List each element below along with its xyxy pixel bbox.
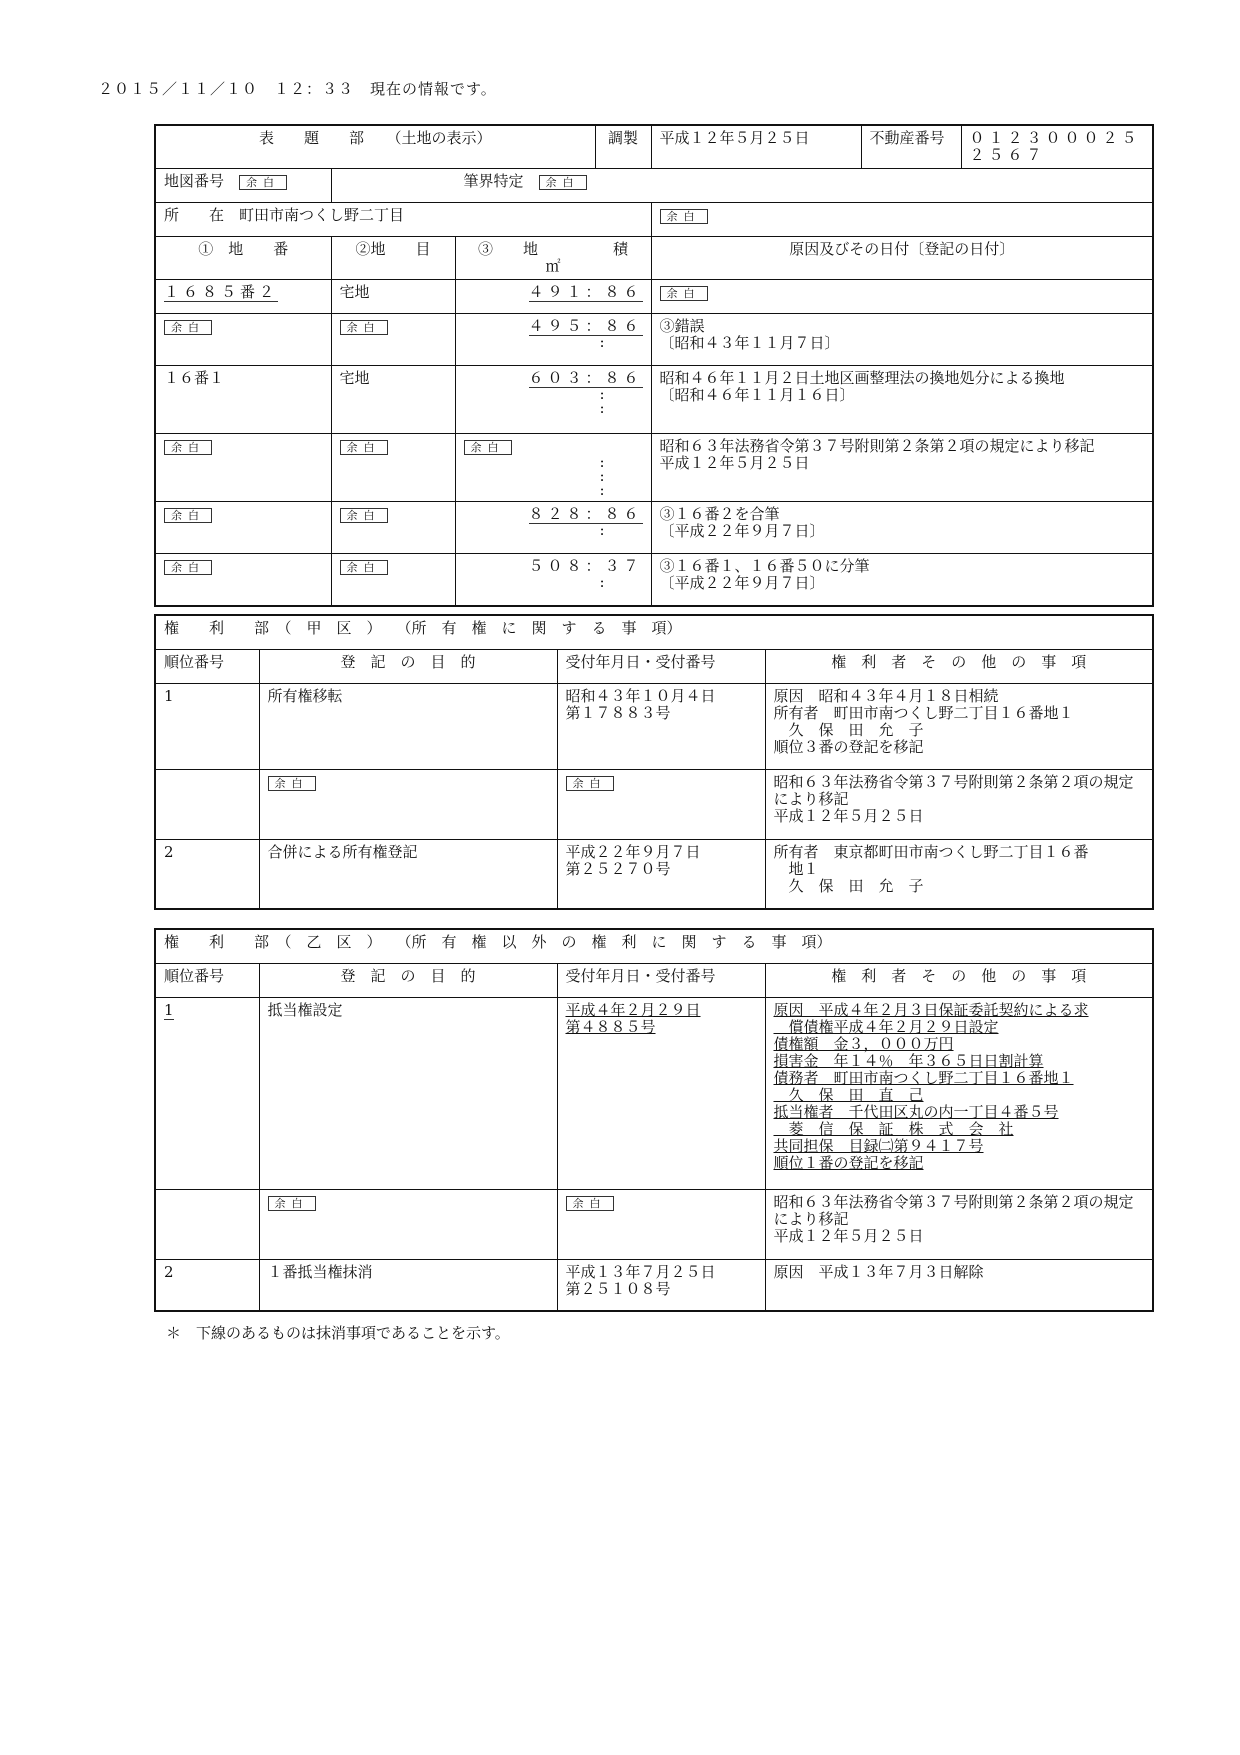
timestamp-header: ２０１５／１１／１０ １２：３３ 現在の情報です。: [98, 80, 497, 98]
kou-title: 権 利 部 （ 甲 区 ） （所 有 権 に 関 す る 事 項）: [155, 615, 1153, 649]
table-row: 余白 余白 ４９５：８６ : ③錯誤 〔昭和４３年１１月７日〕: [155, 314, 1153, 366]
yohaku-mark: 余白: [268, 776, 316, 791]
footnote: ＊ 下線のあるものは抹消事項であることを示す。: [166, 1324, 510, 1342]
col-genin: 原因及びその日付〔登記の日付〕: [651, 237, 1153, 280]
col-kenri: 権 利 者 そ の 他 の 事 項: [765, 963, 1153, 997]
table-row: 余白 余白 昭和６３年法務省令第３７号附則第２条第２項の規定により移記 平成１２年５月２５日: [155, 1189, 1153, 1259]
otsu-title: 権 利 部 （ 乙 区 ） （所 有 権 以 外 の 権 利 に 関 す る 事 項）: [155, 929, 1153, 963]
shozai-value: 町田市南つくし野二丁目: [239, 206, 405, 224]
col-chiseki: ③ 地 積 ㎡: [455, 237, 651, 280]
yohaku-mark: 余白: [566, 1196, 614, 1211]
col-kenri: 権 利 者 そ の 他 の 事 項: [765, 649, 1153, 683]
col-mokuteki: 登 記 の 目 的: [259, 649, 557, 683]
yohaku-mark: 余白: [660, 286, 708, 301]
col-chiban: ① 地 番: [155, 237, 331, 280]
col-mokuteki: 登 記 の 目 的: [259, 963, 557, 997]
kou-table: [154, 614, 1154, 910]
hyodai-title: 表 題 部 （土地の表示）: [155, 125, 595, 169]
shozai-cell: [155, 203, 651, 237]
yohaku-mark: 余白: [164, 560, 212, 575]
col-uketsuke: 受付年月日・受付番号: [557, 963, 765, 997]
yohaku-mark: 余白: [539, 175, 587, 190]
chosei-label: 調製: [595, 125, 651, 169]
table-row: 余白 余白 昭和６３年法務省令第３７号附則第２条第２項の規定により移記 平成１２年５月２５日: [155, 769, 1153, 839]
table-row: 余白 余白 ８２８：８６ : ③１６番２を合筆 〔平成２２年９月７日〕: [155, 502, 1153, 554]
col-uketsuke: 受付年月日・受付番号: [557, 649, 765, 683]
otsu-table: [154, 928, 1154, 1312]
col-jun: 順位番号: [155, 963, 259, 997]
col-jun: 順位番号: [155, 649, 259, 683]
hikkai-cell: [331, 169, 1153, 203]
yohaku-mark: 余白: [340, 508, 388, 523]
fudosan-label: 不動産番号: [861, 125, 961, 169]
table-row: 余白 余白 余白 : : : 昭和６３年法務省令第３７号附則第２条第２項の規定により移記 平成１２年５月２５日: [155, 434, 1153, 502]
yohaku-mark: 余白: [660, 209, 708, 224]
yohaku-mark: 余白: [164, 320, 212, 335]
yohaku-mark: 余白: [164, 508, 212, 523]
yohaku-mark: 余白: [239, 175, 287, 190]
chosei-value: 平成１２年５月２５日: [651, 125, 861, 169]
yohaku-mark: 余白: [340, 320, 388, 335]
yohaku-mark: 余白: [340, 560, 388, 575]
table-row: 1 所有権移転 昭和４３年１０月４日 第１７８８３号 原因 昭和４３年４月１８日相続 所有者 町田市南つくし野二丁目１６番地１ 久 保 田 允 子 順位３番の登記を移記: [155, 683, 1153, 769]
table-row: 2 １番抵当権抹消 平成１３年７月２５日 第２５１０８号 原因 平成１３年７月３日解除: [155, 1259, 1153, 1311]
yohaku-mark: 余白: [268, 1196, 316, 1211]
table-row: 余白 余白 ５０８：３７ : ③１６番１、１６番５０に分筆 〔平成２２年９月７日〕: [155, 554, 1153, 606]
yohaku-mark: 余白: [464, 440, 512, 455]
fudosan-value: ０１２３０００２５２５６７: [961, 125, 1153, 169]
hyodai-table: [154, 124, 1154, 607]
table-row: 2 合併による所有権登記 平成２２年９月７日 第２５２７０号 所有者 東京都町田市南つくし野二丁目１６番 地１ 久 保 田 允 子: [155, 839, 1153, 909]
table-row: 1 抵当権設定 平成４年２月２９日 第４８８５号 原因 平成４年２月３日保証委託契約による求 償債権平成４年２月２９日設定 債権額 金３，０００万円 損害金 年１４％ 年３６５日日割計算 債務者 町田市南つくし野二丁目１６番地１ 久 保 田 直 己 抵当権者 千代田区丸の内一丁目４番５号 菱 信 保 証 株 式 会 社 共同担保 目録㈡第９４１７号 順位１番の登記を移記: [155, 997, 1153, 1189]
shozai-label: 所 在: [164, 206, 225, 224]
chizu-label: 地図番号 余白: [155, 169, 331, 203]
yohaku-mark: 余白: [566, 776, 614, 791]
yohaku-mark: 余白: [340, 440, 388, 455]
col-chimoku: ②地 目: [331, 237, 455, 280]
table-row: １６番１ 宅地 ６０３：８６ : : 昭和４６年１１月２日土地区画整理法の換地処分による換地 〔昭和４６年１１月１６日〕: [155, 366, 1153, 434]
table-row: １６８５番２ 宅地 ４９１：８６ 余白: [155, 280, 1153, 314]
yohaku-mark: 余白: [164, 440, 212, 455]
hikkai-label: 筆界特定: [463, 172, 524, 190]
